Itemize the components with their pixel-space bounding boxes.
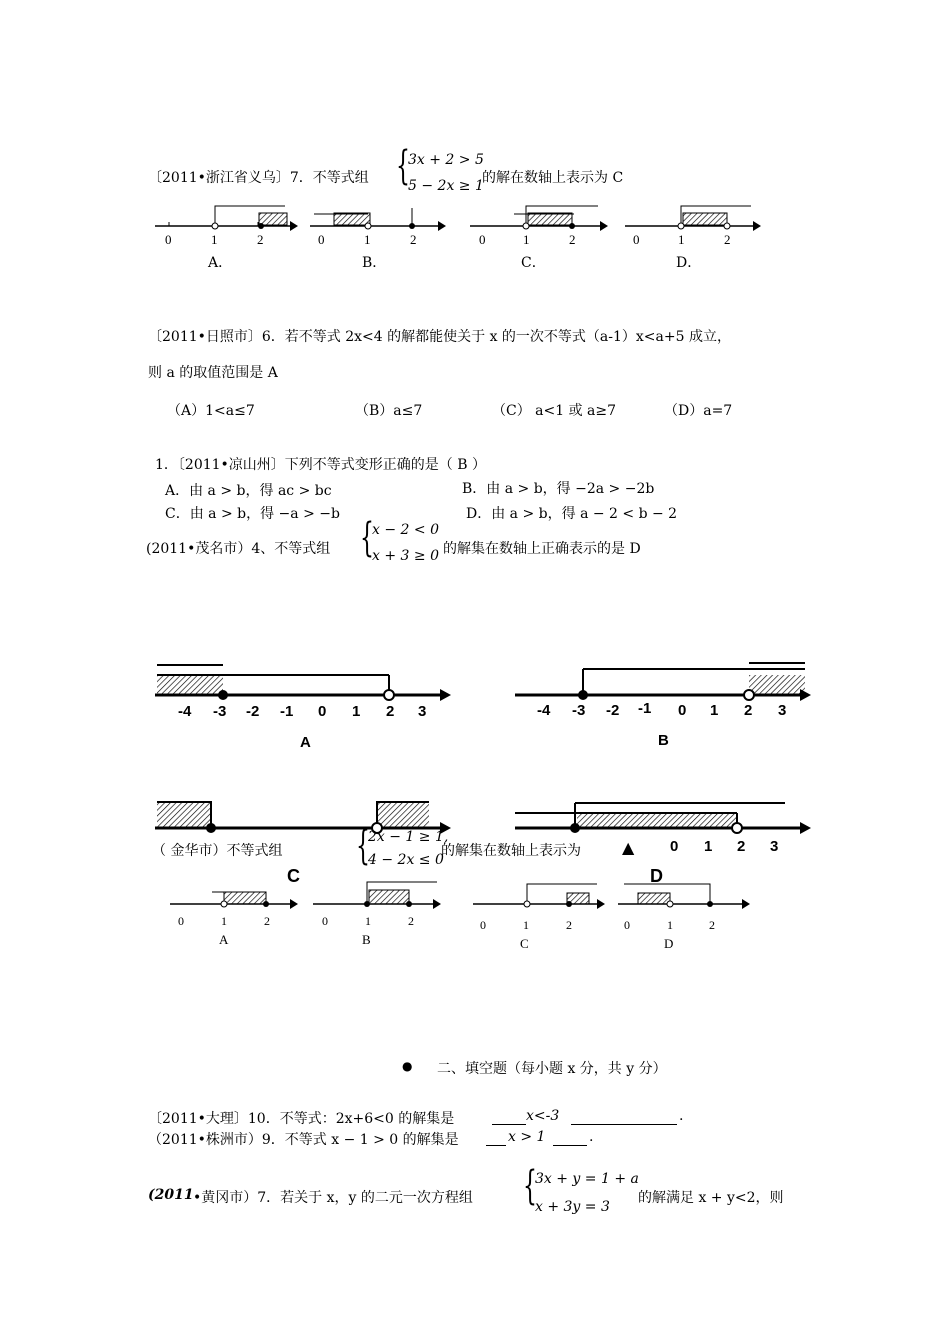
q5-numberline-b xyxy=(313,880,448,920)
q1-numberline-b xyxy=(310,200,450,240)
q1b-tick-2: 2 xyxy=(410,232,417,247)
q2-line1: 〔2011•日照市〕6．若不等式 2x<4 的解都能使关于 x 的一次不等式（a-1）x<a+5 成立， xyxy=(148,329,731,345)
q7-text: （2011•株洲市）9．不等式 x − 1 > 0 的解集是 xyxy=(148,1132,459,1148)
q4b-tick-1: 1 xyxy=(710,702,719,719)
q6-blank-1 xyxy=(492,1124,526,1125)
q4-numberline-b xyxy=(515,655,815,715)
q4b-tick-m1: -1 xyxy=(638,700,652,717)
q5-label-c: C xyxy=(520,936,529,951)
q5-label-b: B xyxy=(362,932,371,947)
q4d-tick-0: 0 xyxy=(670,838,679,855)
q4d-tick-3: 3 xyxy=(770,838,779,855)
q2-choice-c: （C） a<1 或 a≥7 xyxy=(492,403,617,419)
q5c-tick-2: 2 xyxy=(566,918,572,932)
q4a-tick-m2: -2 xyxy=(246,703,260,720)
q3-stem: 1．〔2011•凉山州〕下列不等式变形正确的是（ B ） xyxy=(155,457,486,473)
q1d-tick-2: 2 xyxy=(724,232,731,247)
q4a-tick-2: 2 xyxy=(386,703,395,720)
q5d-tick-0: 0 xyxy=(624,918,630,932)
q1a-tick-0: 0 xyxy=(165,232,172,247)
q1-option-c: C． xyxy=(521,255,546,271)
q1-option-d: D． xyxy=(676,255,702,271)
q5-brace: { xyxy=(356,823,370,869)
q5b-tick-2: 2 xyxy=(408,914,414,928)
q4-eq2: x + 3 ≥ 0 xyxy=(372,548,439,564)
q5-label-a: A xyxy=(219,932,229,947)
q7-answer: x > 1 xyxy=(508,1129,546,1145)
section2-title: 二、填空题（每小题 x 分，共 y 分） xyxy=(437,1061,667,1077)
q3-option-b: B．由 a > b，得 −2a > −2b xyxy=(462,481,655,497)
q7-blank-2 xyxy=(553,1145,587,1146)
q5-suffix: 的解集在数轴上表示为 xyxy=(441,843,581,859)
q8-prefix: •黄冈市）7．若关于 x，y 的二元一次方程组 xyxy=(193,1190,473,1206)
q6-answer: x<-3 xyxy=(526,1108,560,1124)
q5a-tick-1: 1 xyxy=(221,914,227,928)
q4a-tick-3: 3 xyxy=(418,703,427,720)
q6-text: 〔2011•大理〕10．不等式：2x+6<0 的解集是 xyxy=(148,1111,455,1127)
q1-suffix: 的解在数轴上表示为 C xyxy=(482,170,624,186)
q4-numberline-a xyxy=(155,655,455,715)
q5a-tick-0: 0 xyxy=(178,914,184,928)
q5b-tick-1: 1 xyxy=(365,914,371,928)
q5-numberline-a xyxy=(170,880,305,920)
q4a-tick-m3: -3 xyxy=(213,703,227,720)
q6-period: . xyxy=(679,1108,684,1124)
q4b-tick-m4: -4 xyxy=(537,702,551,719)
q5-numberline-d xyxy=(618,880,758,920)
q2-line2: 则 a 的取值范围是 A xyxy=(148,365,278,381)
q8-eq1: 3x + y = 1 + a xyxy=(535,1171,639,1187)
q5-label-d: D xyxy=(664,936,674,951)
q4-suffix: 的解集在数轴上正确表示的是 D xyxy=(443,541,641,557)
q4b-tick-0: 0 xyxy=(678,702,687,719)
q4-brace: { xyxy=(360,515,374,561)
q4a-tick-m4: -4 xyxy=(178,703,192,720)
q4b-tick-3: 3 xyxy=(778,702,787,719)
q4b-tick-m3: -3 xyxy=(572,702,586,719)
q5d-tick-1: 1 xyxy=(667,918,673,932)
q2-choice-a: （A）1<a≤7 xyxy=(167,403,255,419)
q1-numberline-a xyxy=(155,200,295,240)
triangle-icon: ▲ xyxy=(622,838,635,857)
q4a-tick-0: 0 xyxy=(318,703,327,720)
q1-brace: { xyxy=(396,143,410,189)
q5-overlay-d: D xyxy=(650,866,663,886)
q5-overlay-c: C xyxy=(287,866,300,886)
q5c-tick-1: 1 xyxy=(523,918,529,932)
q5-eq1: 2x − 1 ≥ 1, xyxy=(368,829,449,845)
q1-numberline-d xyxy=(625,200,770,240)
q1a-tick-2: 2 xyxy=(257,232,264,247)
q5-numberline-c xyxy=(473,880,613,920)
q2-choice-d: （D）a=7 xyxy=(664,403,733,419)
q1c-tick-0: 0 xyxy=(479,232,486,247)
q5-eq2: 4 − 2x ≤ 0 xyxy=(368,852,444,868)
q1-prefix: 〔2011•浙江省义乌〕7．不等式组 xyxy=(148,170,369,186)
q4d-tick-2: 2 xyxy=(737,838,746,855)
q4d-tick-1: 1 xyxy=(704,838,713,855)
q2-choice-b: （B）a≤7 xyxy=(355,403,423,419)
q1-numberline-c xyxy=(470,200,615,240)
q3-option-c: C．由 a > b，得 −a > −b xyxy=(165,506,340,522)
q1-eq1: 3x + 2 > 5 xyxy=(408,152,484,168)
section2-bullet: ● xyxy=(402,1059,413,1073)
q5d-tick-2: 2 xyxy=(709,918,715,932)
q7-blank-1 xyxy=(486,1145,506,1146)
q8-brace: { xyxy=(523,1163,537,1209)
q6-blank-2 xyxy=(571,1124,677,1125)
q1-option-b: B． xyxy=(362,255,387,271)
q1c-tick-1: 1 xyxy=(523,232,530,247)
q5b-tick-0: 0 xyxy=(322,914,328,928)
q4b-tick-2: 2 xyxy=(744,702,753,719)
q8-prefix-bold: (2011 xyxy=(148,1187,194,1203)
q4-prefix: (2011•茂名市）4、不等式组 xyxy=(146,541,331,557)
q1a-tick-1: 1 xyxy=(211,232,218,247)
q1-option-a: A． xyxy=(208,255,233,271)
q4-label-b: B xyxy=(658,732,669,749)
q5a-tick-2: 2 xyxy=(264,914,270,928)
q3-option-a: A．由 a > b，得 ac > bc xyxy=(165,483,332,499)
q7-period: . xyxy=(589,1129,594,1145)
q1b-tick-1: 1 xyxy=(364,232,371,247)
q8-eq2: x + 3y = 3 xyxy=(535,1199,610,1215)
q1c-tick-2: 2 xyxy=(569,232,576,247)
q1d-tick-1: 1 xyxy=(678,232,685,247)
q1b-tick-0: 0 xyxy=(318,232,325,247)
q5-prefix: （ 金华市）不等式组 xyxy=(152,843,283,859)
q4-eq1: x − 2 < 0 xyxy=(372,522,439,538)
q4b-tick-m2: -2 xyxy=(606,702,620,719)
q8-suffix: 的解满足 x + y<2，则 xyxy=(638,1190,784,1206)
q4a-tick-m1: -1 xyxy=(280,703,294,720)
q1-eq2: 5 − 2x ≥ 1 xyxy=(408,178,484,194)
q4a-tick-1: 1 xyxy=(352,703,361,720)
q5c-tick-0: 0 xyxy=(480,918,486,932)
q1d-tick-0: 0 xyxy=(633,232,640,247)
q4-label-a: A xyxy=(300,734,311,751)
q3-option-d: D．由 a > b，得 a − 2 < b − 2 xyxy=(466,506,678,522)
